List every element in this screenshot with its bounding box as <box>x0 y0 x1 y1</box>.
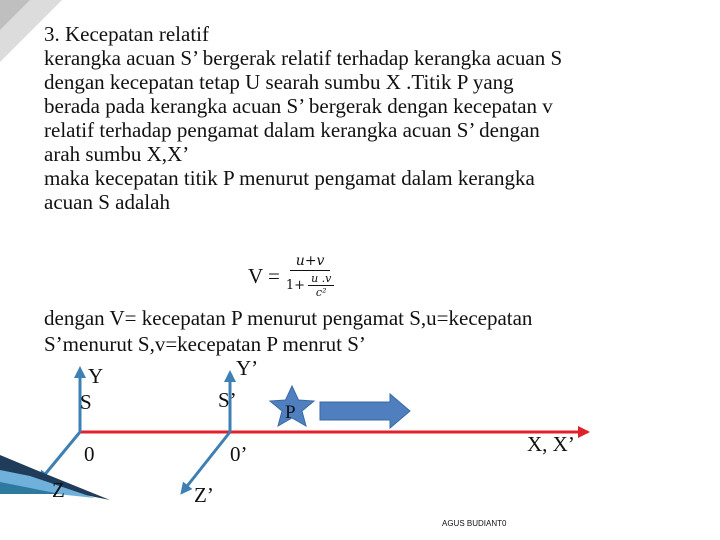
formula-lhs: V = <box>248 263 280 288</box>
z-axis-line <box>42 432 80 478</box>
frame-s-label: S <box>80 390 92 414</box>
z-axis-label: Z <box>52 478 65 502</box>
denominator-prefix: 1+ <box>285 278 306 293</box>
origin-label: 0 <box>84 442 95 466</box>
point-p-label: P <box>285 402 296 423</box>
paragraph-line: maka kecepatan titik P menurut pengamat dalam kerangka <box>44 166 535 190</box>
z-prime-axis-line <box>184 432 230 490</box>
frame-s-prime-label: S’ <box>218 388 237 412</box>
paragraph-line: dengan kecepatan tetap U searah sumbu X .Titik P yang <box>44 70 514 94</box>
y-prime-axis-label: Y’ <box>236 356 259 380</box>
explanation-line: S’menurut S,v=kecepatan P menrut S’ <box>44 332 366 356</box>
author-credit: AGUS BUDIANT0 <box>442 519 507 528</box>
x-axis-label: X, X’ <box>527 432 575 456</box>
z-prime-axis-label: Z’ <box>194 483 214 507</box>
paragraph-line: kerangka acuan S’ bergerak relatif terhadap kerangka acuan S <box>44 46 563 70</box>
inner-numerator: u .v <box>308 272 334 286</box>
formula-numerator: u+v <box>290 253 331 271</box>
section-heading: 3. Kecepatan relatif <box>44 22 209 46</box>
paragraph-line: berada pada kerangka acuan S’ bergerak dengan kecepatan v <box>44 94 553 118</box>
paragraph-line: relatif terhadap pengamat dalam kerangka acuan S’ dengan <box>44 118 540 142</box>
inner-denominator: c² <box>315 286 327 299</box>
paragraph-line: arah sumbu X,X’ <box>44 142 190 166</box>
origin-prime-label: 0’ <box>230 442 248 466</box>
explanation-line: dengan V= kecepatan P menurut pengamat S,u=kecepatan <box>44 306 533 330</box>
paragraph-line: acuan S adalah <box>44 190 170 214</box>
y-axis-label: Y <box>88 364 104 388</box>
velocity-block-arrow <box>320 394 410 428</box>
